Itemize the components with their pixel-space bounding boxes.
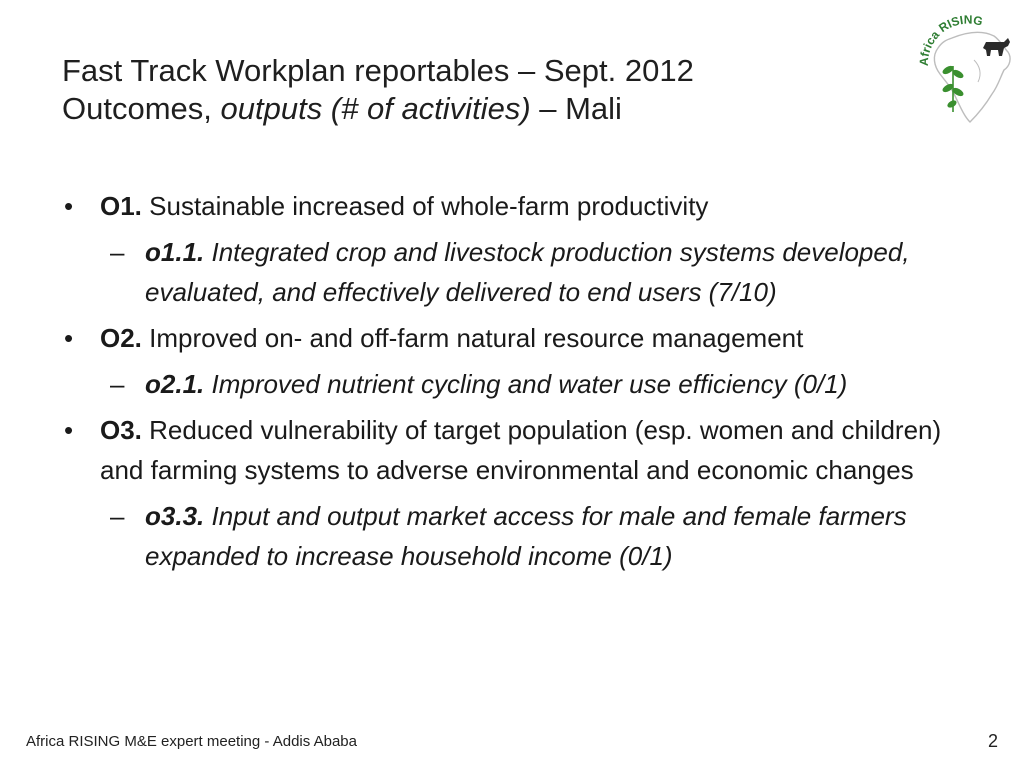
outcome-text: Sustainable increased of whole-farm productivity (141, 191, 709, 221)
slide-title (62, 52, 882, 128)
outcome-item (62, 318, 982, 358)
outcome-key: O3. (100, 415, 142, 445)
bullet-icon: • (64, 415, 74, 445)
slide-content (62, 186, 982, 576)
title-line-2 (62, 90, 882, 128)
outcome-item (62, 186, 982, 226)
output-key: o2.1. (145, 369, 205, 399)
output-key: o1.1. (145, 237, 205, 267)
outcome-text: Improved on- and off-farm natural resource management (141, 323, 804, 353)
output-item (62, 364, 982, 404)
dash-icon: – (110, 369, 125, 399)
slide-footer: Africa RISING M&E expert meeting - Addis Ababa (26, 733, 357, 750)
dash-icon: – (110, 501, 125, 531)
output-key: o3.3. (145, 501, 205, 531)
output-text: Improved nutrient cycling and water use efficiency (0/1) (204, 369, 848, 399)
outcome-key: O1. (100, 191, 142, 221)
output-item (62, 232, 982, 312)
bullet-icon: • (64, 323, 74, 353)
page-number: 2 (987, 731, 998, 751)
title-outcomes-label: Outcomes, (62, 91, 221, 126)
output-item (62, 496, 982, 576)
title-line-1: Fast Track Workplan reportables – Sept. 2012 (62, 53, 694, 88)
output-text: Input and output market access for male and female farmers expanded to increase household income (0/1) (145, 501, 907, 571)
dash-icon: – (110, 237, 125, 267)
title-outputs-label: outputs (# of activities) (220, 91, 531, 126)
logo-text: Africa RISING (916, 12, 985, 67)
outcome-text: Reduced vulnerability of target population (esp. women and children) and farming systems to adverse environmental and economic changes (100, 415, 942, 485)
output-text: Integrated crop and livestock production systems developed, evaluated, and effectively delivered to end users (7/10) (145, 237, 910, 307)
africa-rising-logo (912, 8, 1016, 130)
africa-map-plant-cow-logo-icon (912, 8, 1016, 130)
title-country: – Mali (530, 91, 622, 126)
outcome-key: O2. (100, 323, 142, 353)
bullet-icon: • (64, 191, 74, 221)
outcome-item (62, 410, 982, 490)
